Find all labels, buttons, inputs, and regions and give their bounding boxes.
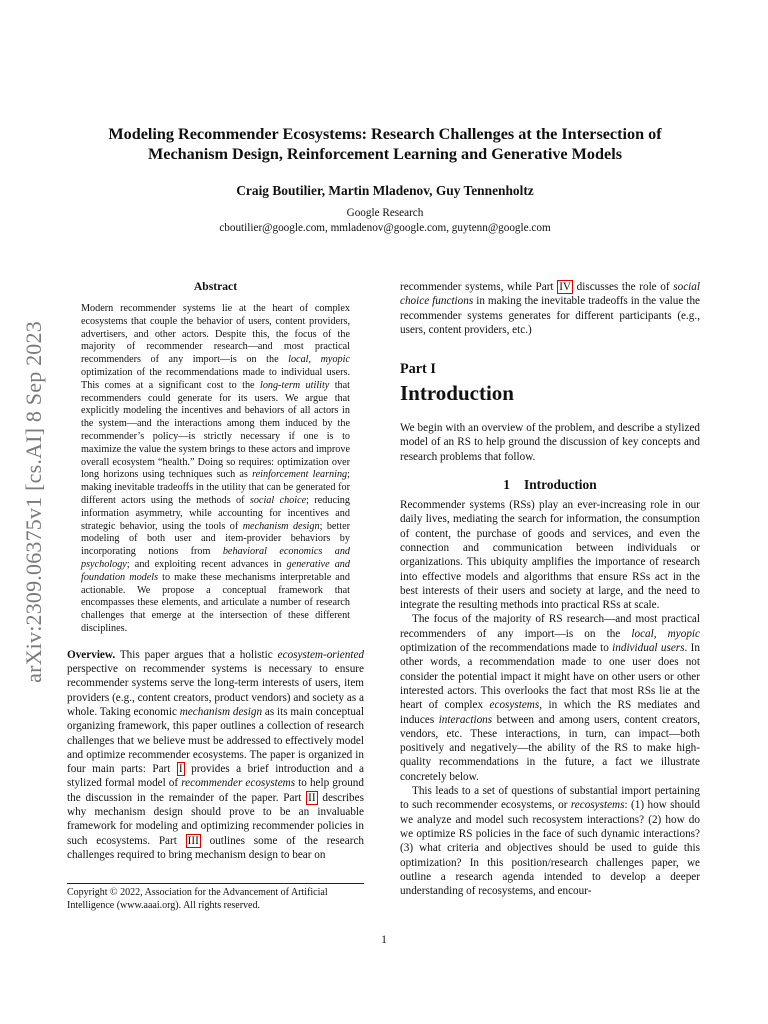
arxiv-id: arXiv:2309.06375v1 [cs.AI] 8 Sep 2023 [21,321,46,683]
abstract-text: ; better modeling of both user and item-provider behaviors by incorporating notions from [81,520,351,558]
author-emails: cboutilier@google.com, mmladenov@google.com, guytenn@google.com [219,221,551,234]
part-label: Part I [400,361,436,378]
body-text: : (1) how should we analyze and model such recosystem interactions? (2) how do we optimize RS policies in the face of such dynamic interactions? (3) what criteria and objectives should be used to guide this optimization? In this position/research challenges paper, we outline a research agenda intended to develop a deeper understanding of recosystems, and encour- [400,799,700,898]
part-intro-paragraph: We begin with an overview of the problem, and describe a stylized model of an RS to help ground the discussion of key concepts and research problems that follow. [400,422,700,463]
abstract-emphasis: social choice [249,494,307,506]
overview-emphasis: ecosystem-oriented [277,648,364,661]
abstract-emphasis: reinforcement learning [252,469,348,481]
author-list: Craig Boutilier, Martin Mladenov, Guy Tennenholtz [236,183,534,198]
part-link-4[interactable]: IV [559,281,571,293]
abstract-text: that recommenders could generate for its users. We argue that explicitly modeling the incentives and behaviors of all actors in the system—and the interactions among them induced by the recommender’s policy—is strictly necessary if one is to maximize the value the system brings to these actors and improve overall ecosystem “health.” Doing so requires: optimization over long horizons using techniques such as [81,379,351,481]
abstract-text: ; reducing information asymmetry, while accounting for incentives and strategic behavior, using the tools of [81,494,350,532]
body-text: recommender systems, while Part [400,281,558,293]
part-link-1[interactable]: I [178,763,183,776]
section-heading [400,477,700,493]
body-text: . In other words, a recommendation made to one user does not consider the potential impact it might have on other users or other interested actors. This overlooks the fact that most RSs lie at the heart of complex [400,642,700,712]
title-line-1: Modeling Recommender Ecosystems: Research Challenges at the Intersection of [108,125,662,143]
overview-text: provides a brief introduction and a stylized formal model of [67,763,364,790]
section-title: Introduction [524,477,597,493]
affiliation: Google Research [346,207,424,219]
abstract-text: optimization of the recommendations made to individual users. This comes at a significant cost to the [81,366,350,391]
overview-continuation [400,280,700,337]
body-text: discusses the role of [573,281,674,293]
overview-lead: Overview. [67,648,116,661]
affiliation-block [60,206,710,235]
part-link-3[interactable]: III [187,834,199,847]
abstract-emphasis: long-term utility [259,379,330,391]
body-emphasis: local, myopic [631,627,700,640]
overview-emphasis: recommender ecosystems [181,777,296,790]
abstract-emphasis: behavioral economics and psychology [81,546,351,570]
body-emphasis: recosystems [570,799,625,812]
overview-text: describes why mechanism design should prove to be an invaluable framework for modeling and optimizing recommender policies in such ecosystems. Part [67,791,364,847]
abstract-emphasis: generative and foundation models [81,558,350,583]
abstract-emphasis: mechanism design [242,520,320,532]
body-text: optimization of the recommendations made to [400,642,613,655]
body-emphasis: individual users [612,642,685,655]
part-link-2[interactable]: II [308,791,316,804]
left-column [67,280,364,862]
abstract-text: ; and exploiting recent advances in [126,558,287,570]
abstract-text: ; making inevitable tradeoffs in the utility that can be generated for different actors using the methods of [81,469,350,506]
page-number: 1 [381,934,387,946]
paper-title [60,124,710,164]
body-text: , in which the RS mediates and induces [400,699,701,726]
overview-text: as its main conceptual organizing framework, this paper outlines a collection of research challenges that we believe must be addressed to effectively model and optimize recommender ecosystems. The paper is organized in four main parts: Part [67,705,364,776]
overview-text: to help ground the discussion in the remainder of the paper. Part [67,777,364,804]
overview-emphasis: mechanism design [179,705,263,718]
abstract-heading: Abstract [193,280,238,293]
part-title: Introduction [400,381,514,406]
body-text: The focus of the majority of RS research—and most practical recommenders of any import—is on the [400,613,700,640]
overview-text: perspective on recommender systems is necessary to ensure recommender systems serve the long-term interests of users, item providers (e.g., content creators, product vendors) and society as a whole. Taking economic [67,663,364,718]
body-paragraph-1: Recommender systems (RSs) play an ever-increasing role in our daily lives, mediating the search for information, the consumption of content, the purchase of goods and services, and even the connection and communication between individuals or organizations. This ubiquity amplifies the importance of research into effective models and algorithms that ensure RSs act in the best interests of their users and society at large, and the need to integrate the resulting methods into practical RSs at scale. [400,499,700,612]
body-emphasis: social choice functions [400,281,700,308]
section-number: 1 [503,477,510,493]
abstract-text: Modern recommender systems lie at the heart of complex ecosystems that couple the behavior of users, content providers, advertisers, and other actors. Despite this, the focus of the majority of recommender research—and most practical recommenders of any import—is on the [81,303,350,366]
body-emphasis: ecosystems [489,699,540,712]
overview-paragraph [67,648,364,862]
abstract-text: to make these mechanisms interpretable and actionable. We propose a conceptual framework that encompasses these elements, and articulate a number of research challenges that emerge at the intersection of these different disciplines. [81,571,350,634]
abstract-emphasis: local, myopic [288,354,350,366]
title-line-2: Mechanism Design, Reinforcement Learning and Generative Models [147,145,623,163]
body-paragraph-2 [400,612,700,784]
copyright-footnote: Copyright © 2022, Association for the Advancement of Artificial Intelligence (www.aaai.org). All rights reserved. [67,883,364,912]
body-text: between and among users, content creators, vendors, etc. These interactions, in turn, can impact—both positively and negatively—the ability of the RS to make high-quality recommendations in the future, a fact we illustrate concretely below. [400,713,700,783]
abstract-body [81,303,350,636]
body-text: This leads to a set of questions of substantial import pertaining to such recommender ecosystems, or [400,785,700,812]
right-column [400,280,700,898]
body-emphasis: interactions [438,713,493,726]
arxiv-sidebar-stamp [14,288,54,716]
overview-text: This paper argues that a holistic [115,648,278,661]
body-text: in making the inevitable tradeoffs in the value the recommender systems generates for different participants (e.g., users, content providers, etc.) [400,295,701,336]
overview-text: outlines some of the research challenges required to bring mechanism design to bear on [67,834,364,861]
body-paragraph-3 [400,784,700,898]
